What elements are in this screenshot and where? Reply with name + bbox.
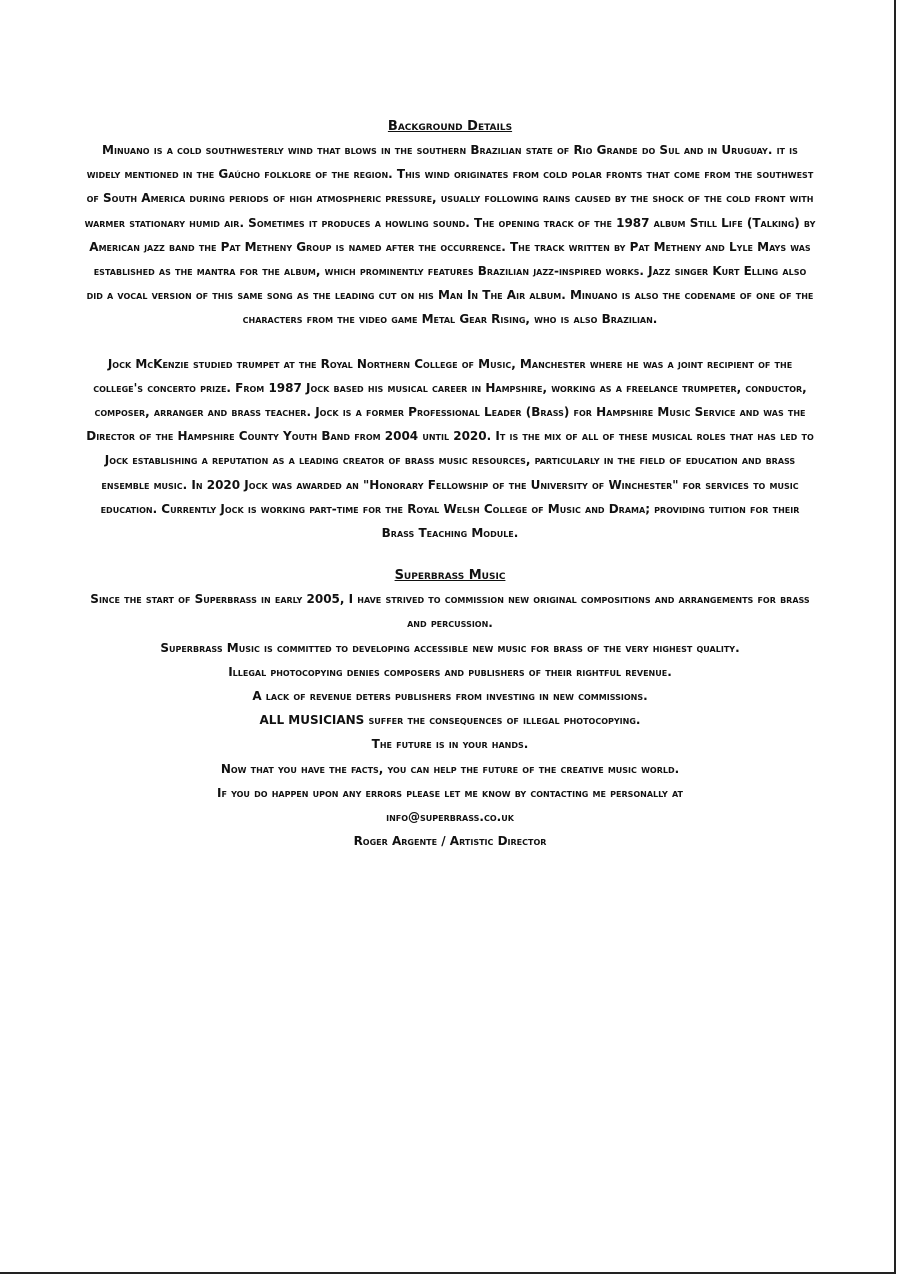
- signature: Roger Argente / Artistic Director: [353, 834, 547, 849]
- musicians-line-rest: suffer the consequences of illegal photocopying.: [364, 713, 641, 728]
- background-paragraph-biography: Jock McKenzie studied trumpet at the Royal Northern College of Music, Manchester where he was a joint recipient of the college's concerto prize. From 1987 Jock based his musical career in Hampshire, working as a freelance trumpeter, conductor, composer, arranger and brass teacher. Jock is a former Professional Leader (Brass) for Hampshire Music Service and was the Director of the Hampshire County Youth Band from 2004 until 2020. It is the mix of all of these musical roles that has led to Jock establishing a reputation as a leading creator of brass music resources, particularly in the field of education and brass ensemble music. In 2020 Jock was awarded an "Honorary Fellowship of the University of Winchester" for services to music education. Currently Jock is working part-time for the Royal Welsh College of Music and Drama; providing tuition for their Brass Teaching Module.: [86, 356, 814, 541]
- superbrass-line-committed: Superbrass Music is committed to developing accessible new music for brass of the very highest quality.: [160, 640, 740, 655]
- superbrass-line-photocopying: Illegal photocopying denies composers and publishers of their rightful revenue.: [228, 664, 672, 679]
- contact-email: info@superbrass.co.uk: [386, 810, 514, 825]
- background-heading: Background Details: [387, 119, 513, 134]
- superbrass-line-commission: Since the start of Superbrass in early 2005, I have strived to commission new original compositions and arrangements for brass and percussion.: [90, 592, 810, 631]
- superbrass-line-musicians: [84, 708, 816, 732]
- paragraph-spacer: [84, 332, 816, 352]
- superbrass-line-facts: Now that you have the facts, you can help the future of the creative music world.: [220, 761, 680, 776]
- section-spacer: [84, 545, 816, 565]
- superbrass-line-revenue: A lack of revenue deters publishers from investing in new commissions.: [252, 689, 648, 704]
- superbrass-heading: Superbrass Music: [394, 568, 506, 584]
- superbrass-line-errors: If you do happen upon any errors please let me know by contacting me personally at: [216, 785, 683, 800]
- all-musicians-emphasis: ALL MUSICIANS: [259, 713, 365, 728]
- background-paragraph-minuano: Minuano is a cold southwesterly wind that blows in the southern Brazilian state of Rio Grande do Sul and in Uruguay. it is widely mentioned in the Gaúcho folklore of the region. This wind originates from cold polar fronts that come from the southwest of South America during periods of high atmospheric pressure, usually following rains caused by the shock of the cold front with warmer stationary humid air. Sometimes it produces a howling sound. The opening track of the 1987 album Still Life (Talking) by American jazz band the Pat Metheny Group is named after the occurrence. The track written by Pat Metheny and Lyle Mays was established as the mantra for the album, which prominently features Brazilian jazz-inspired works. Jazz singer Kurt Elling also did a vocal version of this same song as the leading cut on his Man In The Air album. Minuano is also the codename of one of the characters from the video game Metal Gear Rising, who is also Brazilian.: [84, 143, 816, 327]
- superbrass-line-future: The future is in your hands.: [371, 737, 529, 752]
- page-content: [84, 116, 816, 853]
